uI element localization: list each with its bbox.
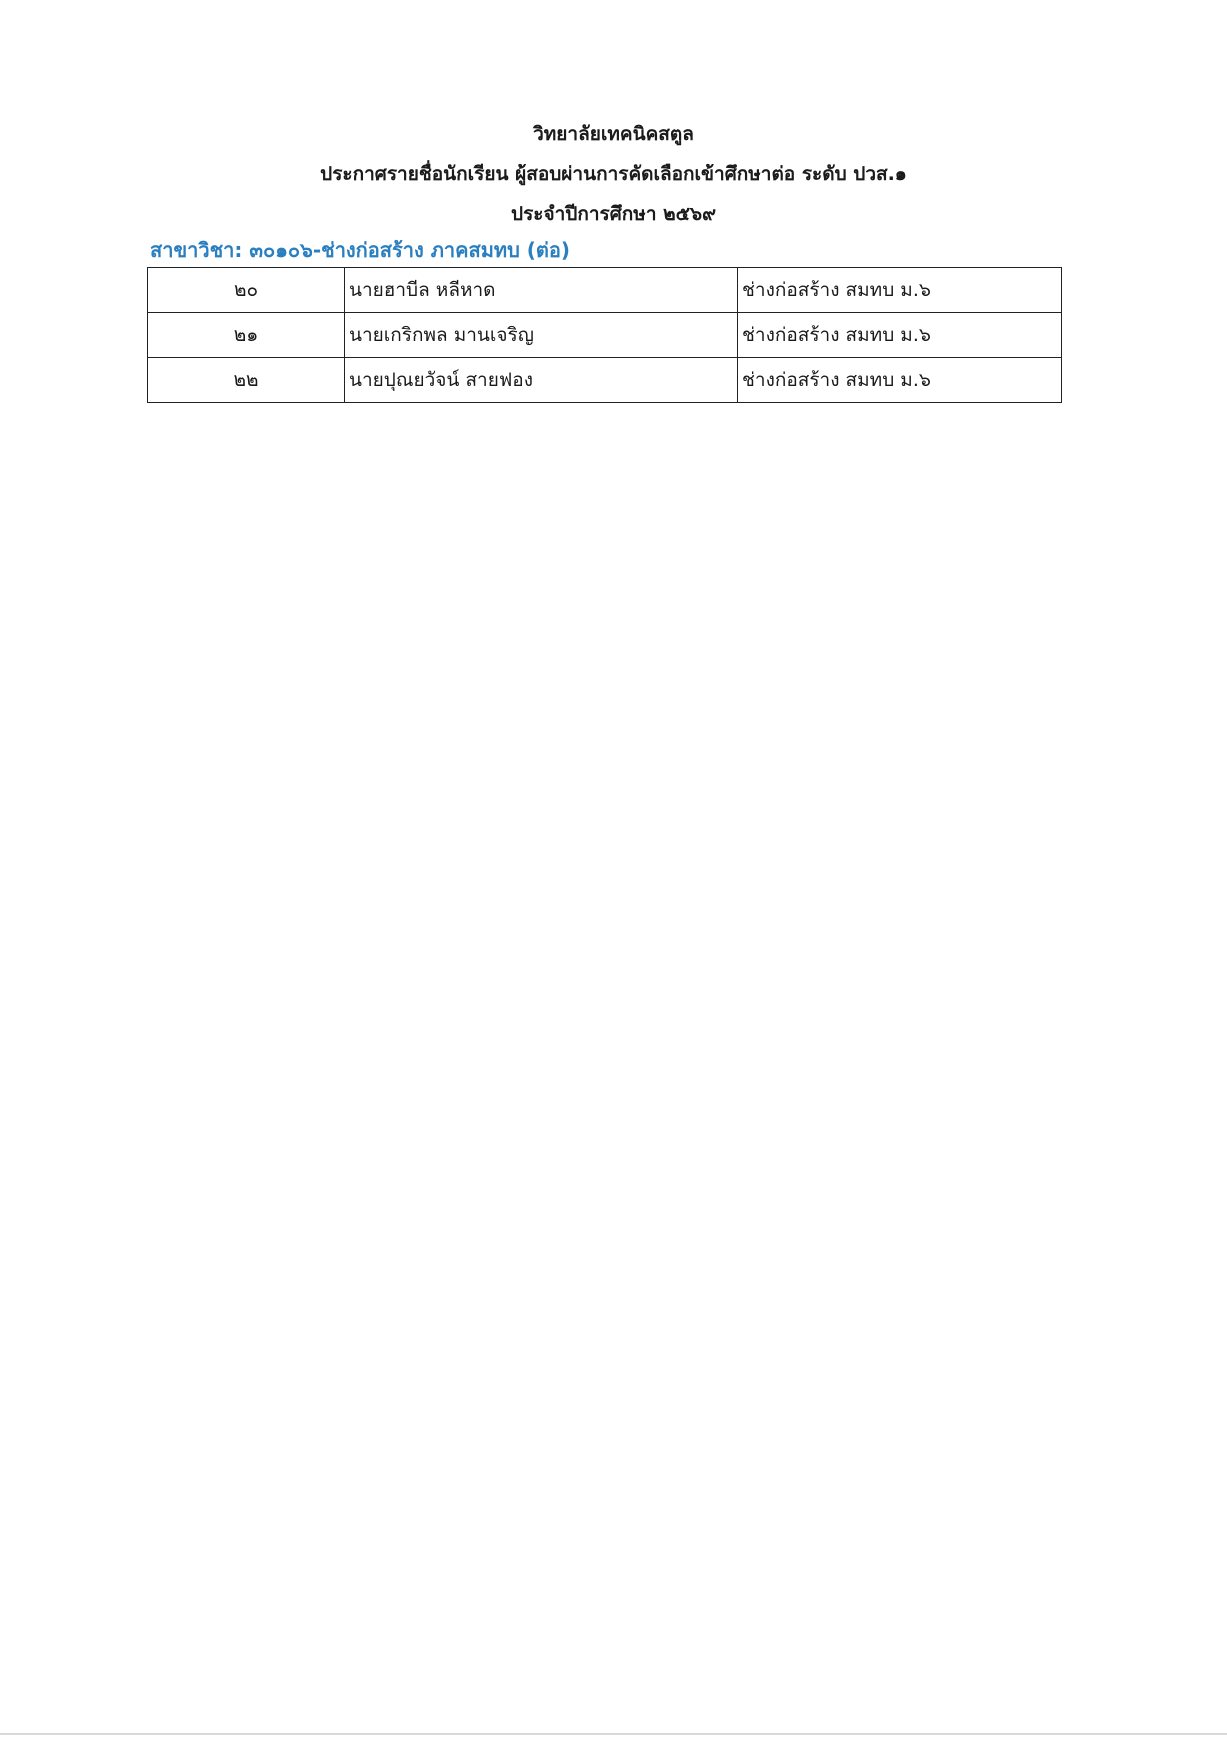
row-number: ๒๑ xyxy=(148,313,345,358)
section-title: สาขาวิชา: ๓๐๑๐๖-ช่างก่อสร้าง ภาคสมทบ (ต่อ) xyxy=(150,238,571,262)
table-row xyxy=(148,268,1062,313)
student-name: นายเกริกพล มานเจริญ xyxy=(345,313,738,358)
institution-name: วิทยาลัยเทคนิคสตูล xyxy=(533,123,694,145)
row-number: ๒๒ xyxy=(148,358,345,403)
announcement-title: ประกาศรายชื่อนักเรียน ผู้สอบผ่านการคัดเลือกเข้าศึกษาต่อ ระดับ ปวส.๑ xyxy=(320,163,907,185)
row-number: ๒๐ xyxy=(148,268,345,313)
program-name: ช่างก่อสร้าง สมทบ ม.๖ xyxy=(738,358,1062,403)
page-edge-divider xyxy=(0,1733,1227,1735)
academic-year: ประจำปีการศึกษา ๒๕๖๙ xyxy=(511,203,716,225)
document-header xyxy=(0,114,1227,234)
table-row xyxy=(148,358,1062,403)
student-table xyxy=(147,267,1062,403)
table-row xyxy=(148,313,1062,358)
program-name: ช่างก่อสร้าง สมทบ ม.๖ xyxy=(738,268,1062,313)
student-name: นายฮาบีล หลีหาด xyxy=(345,268,738,313)
student-name: นายปุณยวัจน์ สายฟอง xyxy=(345,358,738,403)
program-name: ช่างก่อสร้าง สมทบ ม.๖ xyxy=(738,313,1062,358)
